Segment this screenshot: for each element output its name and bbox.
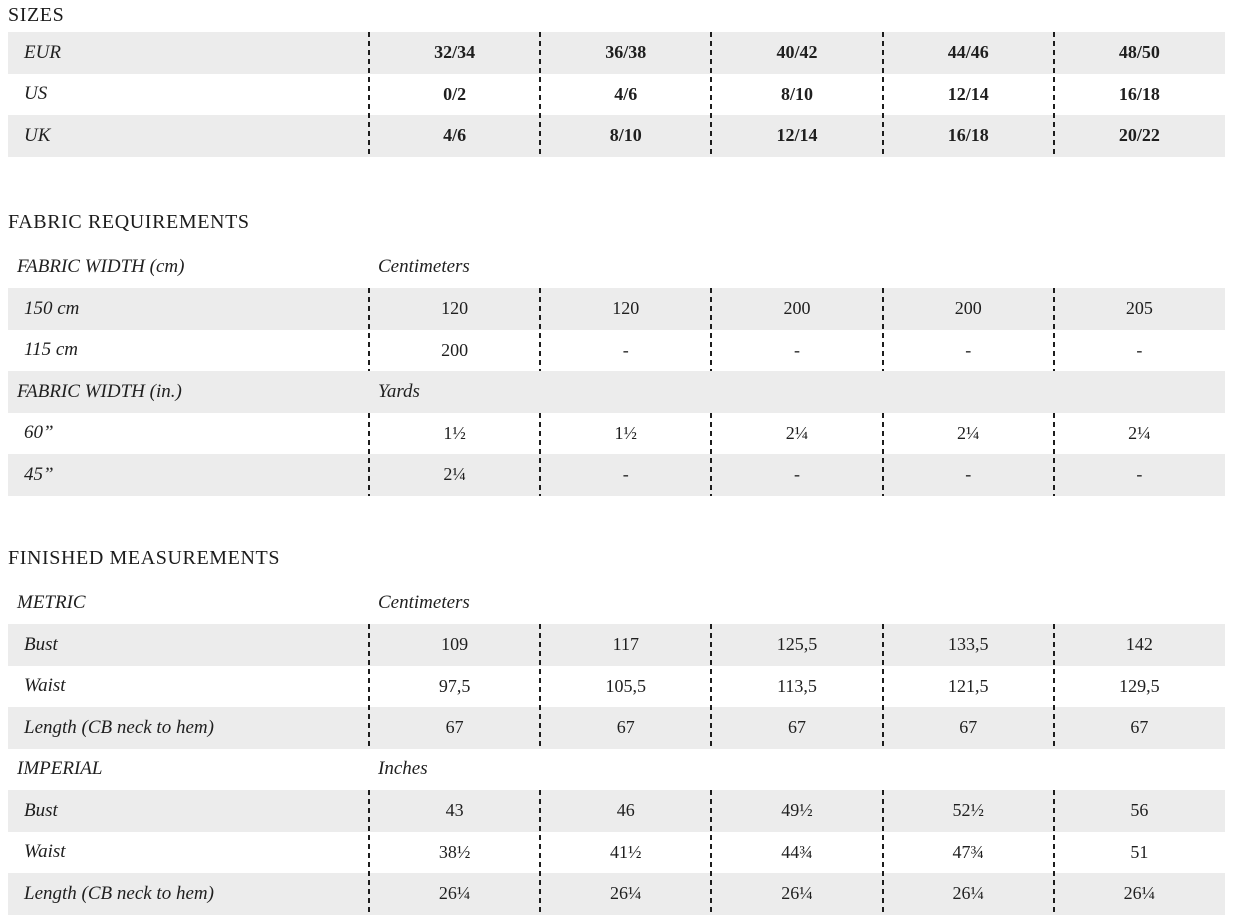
cell-value: - xyxy=(622,339,629,360)
table-row xyxy=(8,707,1225,749)
finished-measurements-table xyxy=(8,583,1225,915)
cell-value: 20/22 xyxy=(1118,125,1160,146)
row-label: Waist xyxy=(24,675,66,697)
cell-value: 43 xyxy=(445,800,464,821)
cell-value: 120 xyxy=(612,298,640,319)
cell-value: 44/46 xyxy=(947,42,989,63)
cell-value: 1½ xyxy=(614,422,638,443)
table-subheader-row xyxy=(8,371,1225,413)
row-label: Waist xyxy=(24,841,66,863)
cell-value: 16/18 xyxy=(1118,83,1160,104)
cell-value: 47¾ xyxy=(952,841,984,862)
cell-value: 12/14 xyxy=(947,83,989,104)
cell-value: 129,5 xyxy=(1119,675,1160,696)
section-heading-finished-measurements: FINISHED MEASUREMENTS xyxy=(8,546,281,569)
table-row xyxy=(8,832,1225,874)
section-heading-fabric-requirements: FABRIC REQUIREMENTS xyxy=(8,210,250,233)
cell-value: 8/10 xyxy=(609,125,642,146)
cell-value: 67 xyxy=(616,717,635,738)
row-label: Bust xyxy=(24,799,58,821)
unit-label: Centimeters xyxy=(378,592,470,614)
cell-value: 117 xyxy=(612,634,639,655)
cell-value: 2¼ xyxy=(1128,422,1151,443)
cell-value: 97,5 xyxy=(438,675,471,696)
table-row xyxy=(8,413,1225,455)
cell-value: 125,5 xyxy=(776,634,818,655)
cell-value: 133,5 xyxy=(947,634,989,655)
cell-value: 67 xyxy=(1130,717,1149,738)
cell-value: 8/10 xyxy=(780,83,813,104)
subheader-label: FABRIC WIDTH (in.) xyxy=(17,380,182,402)
cell-value: 12/14 xyxy=(776,125,818,146)
cell-value: 1½ xyxy=(443,422,466,443)
cell-value: 109 xyxy=(441,634,469,655)
table-row xyxy=(8,666,1225,708)
table-subheader-row xyxy=(8,583,1225,625)
cell-value: 200 xyxy=(783,298,811,319)
cell-value: 120 xyxy=(441,298,469,319)
cell-value: 36/38 xyxy=(605,42,647,63)
cell-value: 38½ xyxy=(438,841,471,862)
table-row xyxy=(8,115,1225,157)
row-label: 60” xyxy=(24,422,54,444)
cell-value: 4/6 xyxy=(443,125,467,146)
cell-value: 67 xyxy=(787,717,806,738)
cell-value: 49½ xyxy=(781,800,813,821)
cell-value: 105,5 xyxy=(605,675,647,696)
cell-value: 26¼ xyxy=(610,883,642,904)
row-label: 45” xyxy=(24,463,54,485)
row-label: EUR xyxy=(24,41,61,63)
table-subheader-row xyxy=(8,749,1225,791)
cell-value: 44¾ xyxy=(781,841,813,862)
unit-label: Centimeters xyxy=(378,256,470,278)
cell-value: 26¼ xyxy=(952,883,984,904)
cell-value: 51 xyxy=(1130,841,1149,862)
table-row xyxy=(8,873,1225,915)
cell-value: - xyxy=(622,464,629,485)
cell-value: 200 xyxy=(954,298,982,319)
cell-value: - xyxy=(793,339,800,360)
row-label: 150 cm xyxy=(24,297,80,319)
row-label: US xyxy=(24,83,48,105)
table-row xyxy=(8,74,1225,116)
table-row xyxy=(8,330,1225,372)
cell-value: 200 xyxy=(441,339,469,360)
cell-value: 67 xyxy=(959,717,978,738)
cell-value: 0/2 xyxy=(443,83,467,104)
table-row xyxy=(8,790,1225,832)
cell-value: - xyxy=(1136,339,1143,360)
fabric-requirements-table xyxy=(8,247,1225,496)
row-label: UK xyxy=(24,124,51,146)
row-label: 115 cm xyxy=(24,339,78,361)
table-row xyxy=(8,624,1225,666)
subheader-label: IMPERIAL xyxy=(17,758,103,780)
table-row xyxy=(8,288,1225,330)
cell-value: 67 xyxy=(445,717,464,738)
cell-value: - xyxy=(965,339,972,360)
cell-value: 2¼ xyxy=(956,422,980,443)
cell-value: 48/50 xyxy=(1118,42,1160,63)
subheader-label: METRIC xyxy=(17,592,86,614)
cell-value: 26¼ xyxy=(438,883,471,904)
sizes-table xyxy=(8,32,1225,157)
cell-value: 16/18 xyxy=(947,125,989,146)
cell-value: 32/34 xyxy=(434,42,476,63)
cell-value: 113,5 xyxy=(777,675,817,696)
table-subheader-row xyxy=(8,247,1225,289)
cell-value: 41½ xyxy=(610,841,642,862)
cell-value: 205 xyxy=(1125,298,1153,319)
cell-value: 26¼ xyxy=(1123,883,1156,904)
row-label: Length (CB neck to hem) xyxy=(24,716,214,738)
cell-value: 26¼ xyxy=(781,883,813,904)
cell-value: 52½ xyxy=(952,800,984,821)
cell-value: - xyxy=(965,464,972,485)
row-label: Length (CB neck to hem) xyxy=(24,882,214,904)
cell-value: - xyxy=(793,464,800,485)
cell-value: 2¼ xyxy=(443,464,466,485)
cell-value: - xyxy=(1136,464,1143,485)
cell-value: 56 xyxy=(1130,800,1149,821)
table-row xyxy=(8,454,1225,496)
cell-value: 40/42 xyxy=(776,42,818,63)
unit-label: Inches xyxy=(378,758,428,780)
cell-value: 2¼ xyxy=(785,422,809,443)
cell-value: 142 xyxy=(1125,634,1153,655)
section-heading-sizes: SIZES xyxy=(8,4,65,26)
cell-value: 4/6 xyxy=(614,83,638,104)
cell-value: 121,5 xyxy=(947,675,989,696)
unit-label: Yards xyxy=(378,380,420,402)
table-row xyxy=(8,32,1225,74)
cell-value: 46 xyxy=(616,800,635,821)
subheader-label: FABRIC WIDTH (cm) xyxy=(17,256,185,278)
row-label: Bust xyxy=(24,633,58,655)
